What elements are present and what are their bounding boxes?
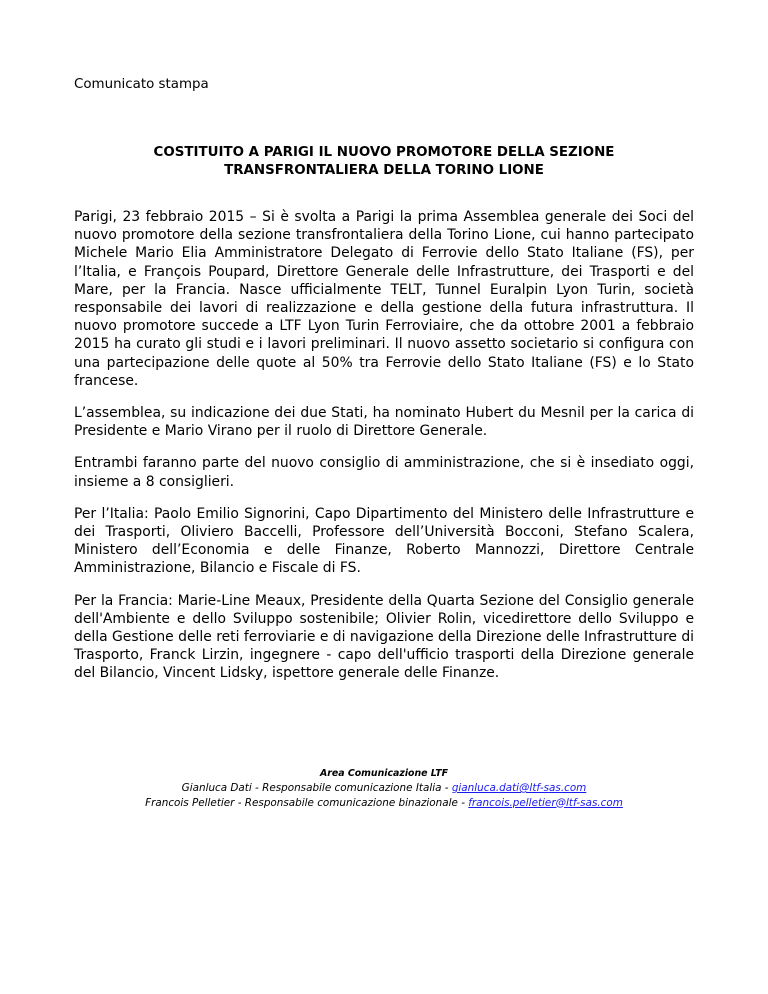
contact-italy-email-link[interactable]: gianluca.dati@ltf-sas.com <box>451 782 587 794</box>
contact-binational-text: Francois Pelletier - Responsabile comunicazione binazionale - <box>145 796 469 809</box>
paragraph-france-members: Per la Francia: Marie-Line Meaux, Presidente della Quarta Sezione del Consiglio generale dell'Ambiente e dello Sviluppo sostenibile; Olivier Rolin, vicedirettore dello Sviluppo e della Gestione delle reti ferroviarie e di navigazione della Direzione delle Infrastrutture di Trasporto, Franck Lirzin, ingegnere - capo dell'ufficio trasporti della Direzione generale del Bilancio, Vincent Lidsky, ispettore generale delle Finanze. <box>74 592 694 682</box>
title-line-1: COSTITUITO A PARIGI IL NUOVO PROMOTORE DELLA SEZIONE <box>153 145 615 160</box>
paragraph-intro: Parigi, 23 febbraio 2015 – Si è svolta a Parigi la prima Assemblea generale dei Soci del nuovo promotore della sezione transfrontaliera della Torino Lione, cui hanno partecipato Michele Mario Elia Amministratore Delegato di Ferrovie dello Stato Italiane (FS), per l’Italia, e François Poupard, Direttore Generale delle Infrastrutture, dei Trasporti e del Mare, per la Francia. Nasce ufficialmente TELT, Tunnel Euralpin Lyon Turin, società responsabile dei lavori di realizzazione e della gestione della futura infrastruttura. Il nuovo promotore succede a LTF Lyon Turin Ferroviaire, che da ottobre 2001 a febbraio 2015 ha curato gli studi e i lavori preliminari. Il nuovo assetto societario si configura con una partecipazione delle quote al 50% tra Ferrovie dello Stato Italiane (FS) e lo Stato francese. <box>74 209 694 389</box>
footer-area-title: Area Comunicazione LTF <box>320 768 448 779</box>
contact-footer <box>74 767 694 810</box>
contact-italy-text: Gianluca Dati - Responsabile comunicazione Italia - <box>181 782 452 794</box>
paragraph-board: Entrambi faranno parte del nuovo consiglio di amministrazione, che si è insediato oggi, insieme a 8 consiglieri. <box>74 455 694 490</box>
document-title <box>74 144 694 180</box>
title-line-2: TRANSFRONTALIERA DELLA TORINO LIONE <box>224 163 544 178</box>
document-body <box>74 208 694 697</box>
contact-binational-email-link[interactable]: francois.pelletier@ltf-sas.com <box>468 796 623 809</box>
paragraph-italy-members: Per l’Italia: Paolo Emilio Signorini, Capo Dipartimento del Ministero delle Infrastrutture e dei Trasporti, Oliviero Baccelli, Professore dell’Università Bocconi, Stefano Scalera, Ministero dell’Economia e delle Finanze, Roberto Mannozzi, Direttore Centrale Amministrazione, Bilancio e Fiscale di FS. <box>74 505 694 577</box>
footer-contact-binational <box>74 796 694 811</box>
paragraph-appointments: L’assemblea, su indicazione dei due Stati, ha nominato Hubert du Mesnil per la carica di Presidente e Mario Virano per il ruolo di Direttore Generale. <box>74 405 694 440</box>
document-label: Comunicato stampa <box>74 77 209 92</box>
footer-contact-italy <box>74 781 694 796</box>
